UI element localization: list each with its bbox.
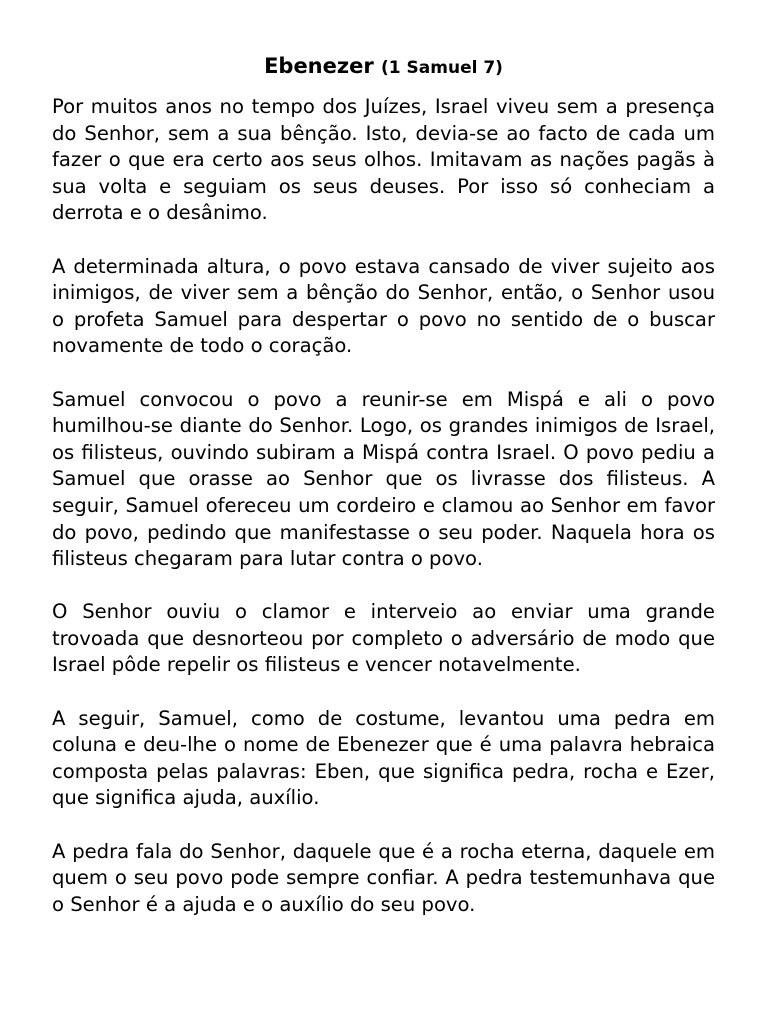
paragraph-3: Samuel convocou o povo a reunir-se em Mispá e ali o povo humilhou-se diante do Senhor. Logo, os grandes inimigos de Israel, os filisteus, ouvindo subiram a Mispá contra Israel. O povo pediu a Samuel que orasse ao Senhor que os livrasse dos filisteus. A seguir, Samuel ofereceu um cordeiro e clamou ao Senhor em favor do povo, pedindo que manifestasse o seu poder. Naquela hora os filisteus chegaram para lutar contra o povo. (52, 387, 715, 571)
paragraph-6: A pedra fala do Senhor, daquele que é a rocha eterna, daquele em quem o seu povo pode sempre confiar. A pedra testemunhava que o Senhor é a ajuda e o auxílio do seu povo. (52, 839, 715, 916)
title-text: Ebenezer (264, 54, 374, 78)
paragraph-2: A determinada altura, o povo estava cansado de viver sujeito aos inimigos, de viver sem a bênção do Senhor, então, o Senhor usou o profeta Samuel para despertar o povo no sentido de o buscar novamente de todo o coração. (52, 254, 715, 358)
title-reference: (1 Samuel 7) (381, 58, 503, 78)
paragraph-5: A seguir, Samuel, como de costume, levantou uma pedra em coluna e deu-lhe o nome de Ebenezer que é uma palavra hebraica composta pelas palavras: Eben, que significa pedra, rocha e Ezer, que significa ajuda, auxílio. (52, 706, 715, 810)
paragraph-1: Por muitos anos no tempo dos Juízes, Israel viveu sem a presença do Senhor, sem a sua bênção. Isto, devia-se ao facto de cada um fazer o que era certo aos seus olhos. Imitavam as nações pagãs à sua volta e seguiam os seus deuses. Por isso só conheciam a derrota e o desânimo. (52, 95, 715, 225)
paragraph-4: O Senhor ouviu o clamor e interveio ao enviar uma grande trovoada que desnorteou por completo o adversário de modo que Israel pôde repelir os filisteus e vencer notavelmente. (52, 600, 715, 677)
document-title (52, 52, 715, 82)
document-page (52, 52, 715, 918)
